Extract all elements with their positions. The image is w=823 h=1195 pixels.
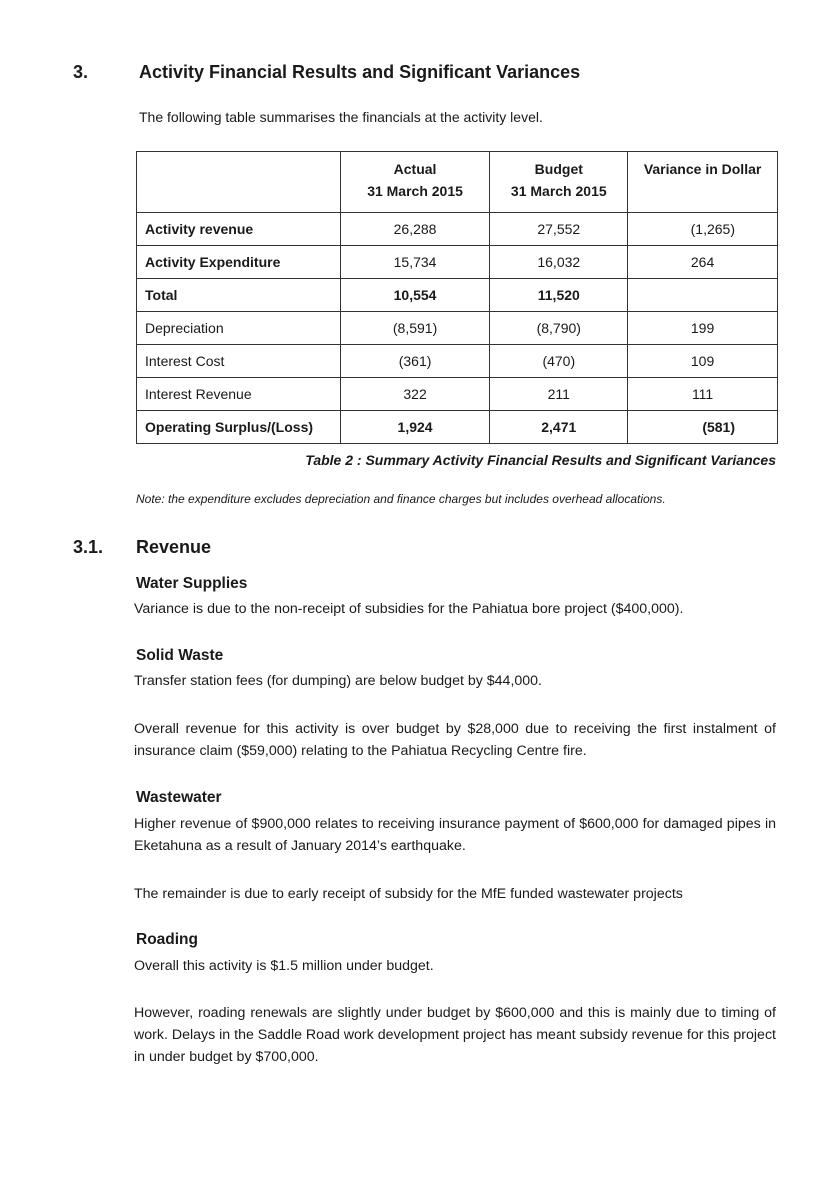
row-budget: 2,471 [490,411,628,444]
row-variance: 111 [628,378,778,411]
row-actual: (361) [340,345,490,378]
wastewater-text-1: Higher revenue of $900,000 relates to receiving insurance payment of $600,000 for damaged pipes in Eketahuna as a result of January 2014’s earthquake. [134,816,776,854]
row-variance [628,279,778,312]
row-label: Depreciation [137,312,341,345]
row-label: Activity revenue [137,213,341,246]
row-label: Total [137,279,341,312]
row-budget: 16,032 [490,246,628,279]
row-variance: 264 [628,246,778,279]
row-label: Interest Cost [137,345,341,378]
row-budget: 211 [490,378,628,411]
section-title: Activity Financial Results and Significant Variances [139,62,581,82]
solid-waste-text-2: Overall revenue for this activity is over budget by $28,000 due to receiving the first instalment of insurance claim ($59,000) relating to the Pahiatua Recycling Centre fire. [134,721,776,759]
row-budget: 11,520 [490,279,628,312]
row-budget: 27,552 [490,213,628,246]
table-row [137,312,778,345]
header-budget-label: Budget [534,161,583,177]
table-row [137,213,778,246]
header-variance: Variance in Dollar [628,152,778,213]
row-budget: (470) [490,345,628,378]
header-actual-label: Actual [393,161,437,177]
header-budget-date: 31 March 2015 [510,183,607,199]
row-variance: 109 [628,345,778,378]
row-variance: 199 [628,312,778,345]
water-supplies-text: Variance is due to the non-receipt of subsidies for the Pahiatua bore project ($400,000). [134,601,684,617]
roading-heading: Roading [136,931,198,948]
header-budget [490,152,628,213]
wastewater-heading: Wastewater [136,789,222,806]
roading-text-2: However, roading renewals are slightly under budget by $600,000 and this is mainly due to timing of work. Delays in the Saddle Road work development project has meant subsidy revenue for this project in under budget by $700,000. [134,1005,776,1065]
row-variance: (581) [628,411,778,444]
row-label: Activity Expenditure [137,246,341,279]
header-actual-date: 31 March 2015 [367,183,463,199]
table-note: Note: the expenditure excludes depreciation and finance charges but includes overhead allocations. [136,492,666,506]
row-actual: 15,734 [340,246,490,279]
section-intro: The following table summarises the financials at the activity level. [139,109,543,125]
row-actual: 1,924 [340,411,490,444]
header-actual [340,152,490,213]
financial-results-table [136,151,778,444]
row-actual: 322 [340,378,490,411]
row-variance: (1,265) [628,213,778,246]
table-caption: Table 2 : Summary Activity Financial Results and Significant Variances [305,452,776,468]
row-label: Interest Revenue [137,378,341,411]
table-row [137,411,778,444]
solid-waste-heading: Solid Waste [136,647,224,664]
row-actual: 10,554 [340,279,490,312]
table-header-row [137,152,778,213]
header-empty-cell [137,152,341,213]
section-number: 3. [73,62,89,82]
row-actual: 26,288 [340,213,490,246]
solid-waste-text-1: Transfer station fees (for dumping) are below budget by $44,000. [134,673,542,689]
table-row [137,378,778,411]
table-row [137,246,778,279]
table-row [137,345,778,378]
row-budget: (8,790) [490,312,628,345]
water-supplies-heading: Water Supplies [136,575,248,592]
table-row [137,279,778,312]
subsection-number: 3.1. [73,537,104,557]
row-actual: (8,591) [340,312,490,345]
wastewater-text-2: The remainder is due to early receipt of subsidy for the MfE funded wastewater projects [134,886,683,902]
subsection-title: Revenue [136,537,212,557]
row-label: Operating Surplus/(Loss) [137,411,341,444]
roading-text-1: Overall this activity is $1.5 million under budget. [134,958,434,974]
